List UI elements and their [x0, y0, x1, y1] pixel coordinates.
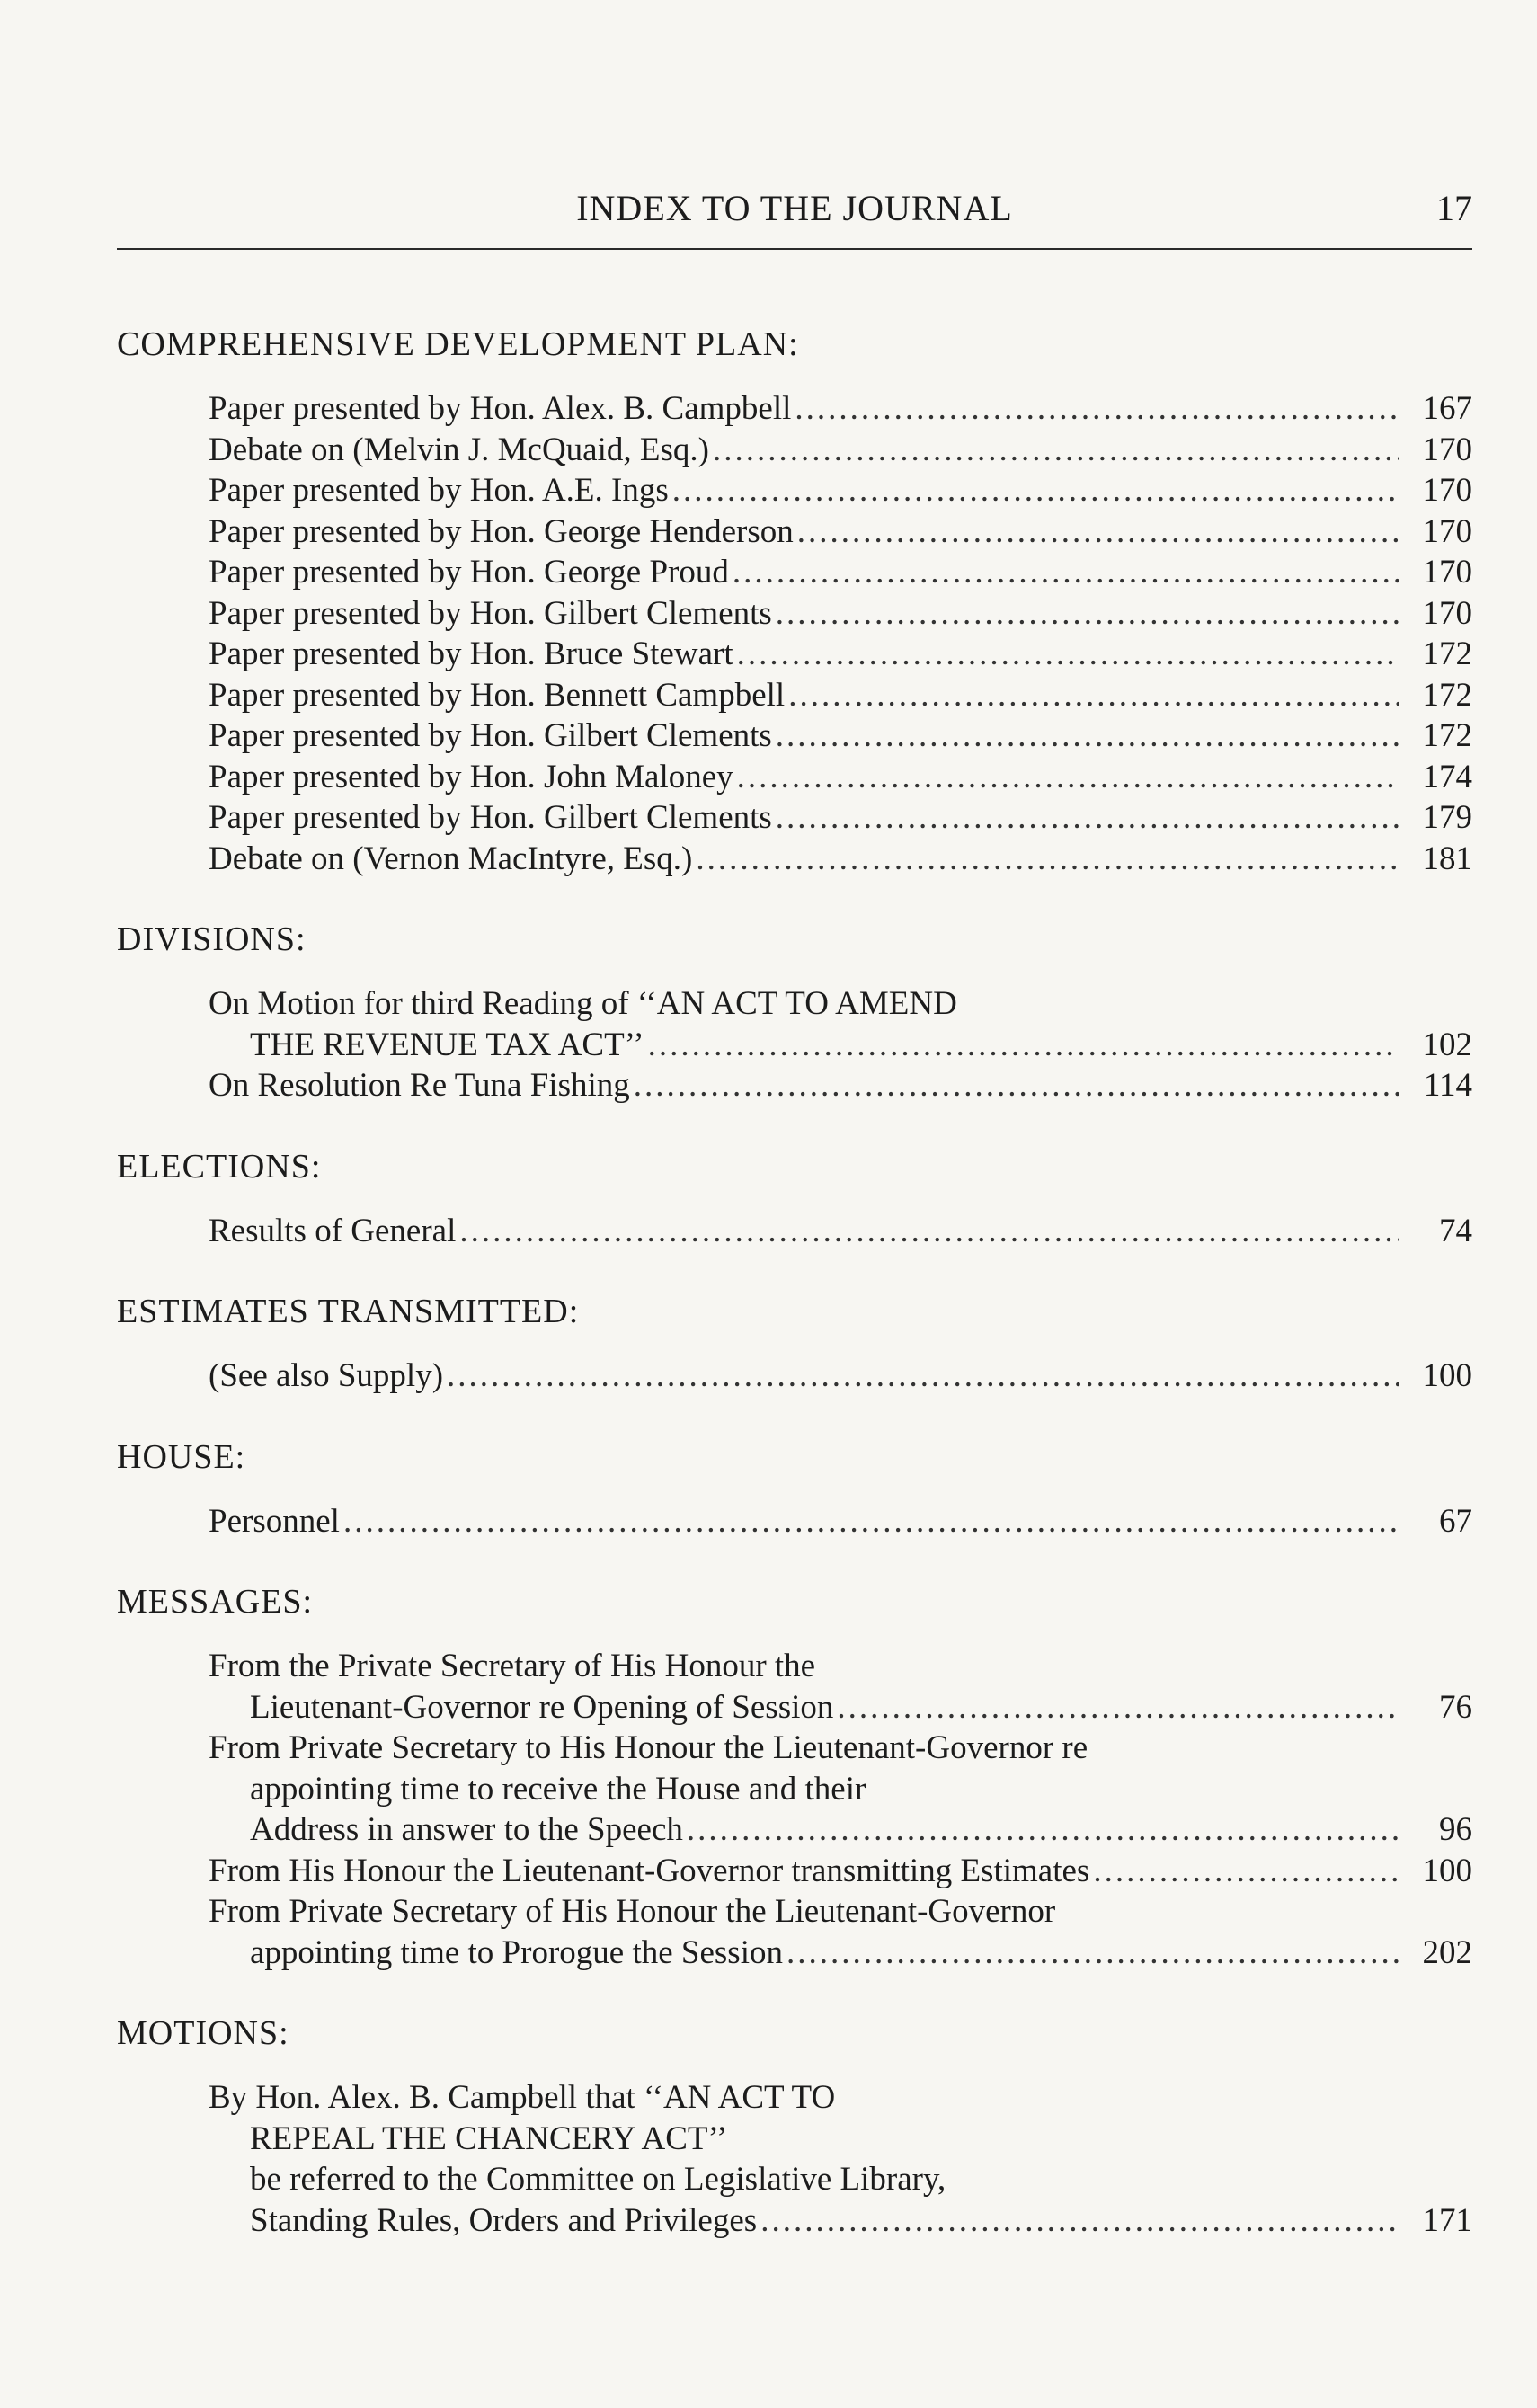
- index-entry: [209, 1851, 1472, 1892]
- index-entry: [209, 470, 1472, 511]
- entry-line: Paper presented by Hon. A.E. Ings: [209, 472, 669, 509]
- entry-text: [209, 1211, 1402, 1252]
- index-entry: [209, 983, 1472, 1065]
- dot-leader: [760, 2200, 1399, 2242]
- page-reference: 100: [1422, 1852, 1472, 1889]
- entry-last-line: [209, 2200, 1402, 2242]
- index-section: [117, 919, 1472, 1106]
- entry-last-line: [209, 1211, 1402, 1252]
- section-heading: COMPREHENSIVE DEVELOPMENT PLAN:: [117, 325, 799, 363]
- entry-last-line: [209, 1065, 1402, 1106]
- page-reference: 170: [1422, 594, 1472, 632]
- page-reference: 74: [1439, 1212, 1472, 1249]
- entry-last-line: [209, 1809, 1402, 1851]
- entry-text: [209, 593, 1402, 635]
- dot-leader: [786, 1933, 1399, 1974]
- page-title: INDEX TO THE JOURNAL: [576, 188, 1013, 228]
- page-reference: 96: [1439, 1811, 1472, 1848]
- page-reference: 172: [1422, 676, 1472, 714]
- page-reference: 170: [1422, 512, 1472, 550]
- index-section: [117, 1146, 1472, 1252]
- index-entry: [209, 715, 1472, 757]
- entry-last-line: [209, 1851, 1402, 1892]
- entry-last-line: [209, 593, 1402, 635]
- index-entry: [209, 675, 1472, 716]
- dot-leader: [795, 388, 1399, 430]
- entry-last-line: [209, 470, 1402, 511]
- entry-text: [209, 757, 1402, 798]
- index-section: [117, 1291, 1472, 1397]
- index-entry: [209, 552, 1472, 593]
- section-heading: MESSAGES:: [117, 1583, 314, 1621]
- index-entry: [209, 1355, 1472, 1397]
- entry-line: Paper presented by Hon. Bennett Campbell: [209, 676, 786, 714]
- entry-text: [209, 511, 1402, 553]
- entry-last-line: [209, 430, 1402, 471]
- entry-text: [209, 1891, 1402, 1973]
- entry-line: By Hon. Alex. B. Campbell that ‘‘AN ACT TO: [209, 2079, 836, 2116]
- entry-line: Personnel: [209, 1502, 340, 1540]
- entry-last-line: [209, 388, 1402, 430]
- dot-leader: [1093, 1851, 1399, 1892]
- header-rule: [117, 248, 1472, 250]
- entry-line: From Private Secretary of His Honour the Lieutenant-Governor: [209, 1893, 1056, 1930]
- entry-line: Debate on (Melvin J. McQuaid, Esq.): [209, 431, 709, 468]
- page-reference: 202: [1422, 1933, 1472, 1971]
- entry-line: Lieutenant-Governor re Opening of Session: [250, 1688, 834, 1726]
- index-entry: [209, 634, 1472, 675]
- entry-line: Paper presented by Hon. Alex. B. Campbell: [209, 390, 792, 427]
- entry-last-line: [209, 715, 1402, 757]
- index-entry: [209, 757, 1472, 798]
- index-entry: [209, 1065, 1472, 1106]
- page-reference: 170: [1422, 472, 1472, 509]
- dot-leader: [696, 839, 1399, 880]
- entry-last-line: [209, 1687, 1402, 1728]
- entry-last-line: [209, 1025, 1402, 1066]
- entry-line: Results of General: [209, 1212, 457, 1249]
- entry-text: [209, 675, 1402, 716]
- index-entry: [209, 839, 1472, 880]
- section-heading: MOTIONS:: [117, 2014, 289, 2052]
- page-reference: 76: [1439, 1688, 1472, 1726]
- entry-line: Paper presented by Hon. John Maloney: [209, 758, 733, 795]
- entry-line: REPEAL THE CHANCERY ACT’’: [250, 2119, 728, 2157]
- index-section: [117, 324, 1472, 879]
- page-reference: 170: [1422, 431, 1472, 468]
- entry-last-line: [209, 675, 1402, 716]
- page-reference: 172: [1422, 635, 1472, 672]
- section-heading: ELECTIONS:: [117, 1147, 322, 1186]
- entry-text: [209, 470, 1402, 511]
- entry-text: [209, 839, 1402, 880]
- page-reference: 167: [1422, 390, 1472, 427]
- index-entry: [209, 797, 1472, 839]
- entry-line: On Motion for third Reading of ‘‘AN ACT TO AMEND: [209, 985, 957, 1022]
- index-content: [117, 324, 1472, 2280]
- entry-text: [209, 1851, 1402, 1892]
- dot-leader: [687, 1809, 1399, 1851]
- dot-leader: [459, 1211, 1399, 1252]
- entry-text: [209, 552, 1402, 593]
- page-reference: 181: [1422, 840, 1472, 877]
- index-entry: [209, 1728, 1472, 1851]
- entry-line: On Resolution Re Tuna Fishing: [209, 1067, 630, 1104]
- entry-line: Paper presented by Hon. George Henderson: [209, 512, 794, 550]
- index-entry: [209, 430, 1472, 471]
- entry-last-line: [209, 552, 1402, 593]
- index-entry: [209, 388, 1472, 430]
- entry-last-line: [209, 757, 1402, 798]
- page-reference: 171: [1422, 2201, 1472, 2239]
- entry-list: [117, 388, 1472, 879]
- entry-text: [209, 388, 1402, 430]
- index-section: [117, 1581, 1472, 1973]
- index-entry: [209, 593, 1472, 635]
- entry-list: [117, 1646, 1472, 1973]
- entry-text: [209, 1728, 1402, 1851]
- index-entry: [209, 1646, 1472, 1728]
- entry-line: (See also Supply): [209, 1357, 444, 1394]
- entry-line: Paper presented by Hon. Gilbert Clements: [209, 717, 772, 754]
- section-heading: HOUSE:: [117, 1437, 246, 1476]
- entry-text: [209, 2077, 1402, 2241]
- entry-list: [117, 1211, 1472, 1252]
- page-reference: 179: [1422, 799, 1472, 836]
- page-reference: 67: [1439, 1502, 1472, 1540]
- entry-line: Paper presented by Hon. George Proud: [209, 554, 729, 591]
- dot-leader: [776, 797, 1399, 839]
- dot-leader: [737, 634, 1399, 675]
- entry-list: [117, 2077, 1472, 2241]
- page-reference: 100: [1422, 1357, 1472, 1394]
- dot-leader: [776, 593, 1399, 635]
- page-number: 17: [1436, 188, 1472, 228]
- index-entry: [209, 1501, 1472, 1542]
- index-entry: [209, 1211, 1472, 1252]
- entry-line: Address in answer to the Speech: [250, 1811, 683, 1848]
- entry-text: [209, 634, 1402, 675]
- entry-line: appointing time to receive the House and their: [250, 1770, 866, 1808]
- entry-last-line: [209, 1501, 1402, 1542]
- index-section: [117, 1436, 1472, 1542]
- entry-text: [209, 983, 1402, 1065]
- page-reference: 102: [1422, 1026, 1472, 1063]
- index-entry: [209, 2077, 1472, 2241]
- dot-leader: [634, 1065, 1399, 1106]
- section-heading: DIVISIONS:: [117, 920, 307, 958]
- dot-leader: [797, 511, 1399, 553]
- dot-leader: [447, 1355, 1399, 1397]
- page-reference: 172: [1422, 717, 1472, 754]
- dot-leader: [837, 1687, 1399, 1728]
- dot-leader: [672, 470, 1399, 511]
- entry-list: [117, 1355, 1472, 1397]
- entry-list: [117, 983, 1472, 1106]
- entry-text: [209, 1355, 1402, 1397]
- page-reference: 114: [1423, 1067, 1472, 1104]
- page-header: [117, 187, 1472, 241]
- entry-last-line: [209, 839, 1402, 880]
- entry-text: [209, 430, 1402, 471]
- index-entry: [209, 1891, 1472, 1973]
- index-section: [117, 2013, 1472, 2241]
- entry-line: Paper presented by Hon. Bruce Stewart: [209, 635, 733, 672]
- entry-line: Paper presented by Hon. Gilbert Clements: [209, 799, 772, 836]
- entry-line: From Private Secretary to His Honour the Lieutenant-Governor re: [209, 1729, 1088, 1766]
- entry-list: [117, 1501, 1472, 1542]
- page-reference: 174: [1422, 758, 1472, 795]
- section-heading: ESTIMATES TRANSMITTED:: [117, 1293, 580, 1330]
- dot-leader: [737, 757, 1399, 798]
- entry-last-line: [209, 511, 1402, 553]
- entry-line: From the Private Secretary of His Honour the: [209, 1648, 816, 1684]
- entry-text: [209, 1065, 1402, 1106]
- entry-last-line: [209, 797, 1402, 839]
- entry-line: Standing Rules, Orders and Privileges: [250, 2201, 758, 2239]
- entry-line: THE REVENUE TAX ACT’’: [250, 1026, 644, 1063]
- dot-leader: [713, 430, 1399, 471]
- page-reference: 170: [1422, 554, 1472, 591]
- entry-last-line: [209, 634, 1402, 675]
- dot-leader: [343, 1501, 1399, 1542]
- dot-leader: [788, 675, 1399, 716]
- entry-line: Paper presented by Hon. Gilbert Clements: [209, 594, 772, 632]
- dot-leader: [648, 1025, 1399, 1066]
- index-entry: [209, 511, 1472, 553]
- entry-text: [209, 715, 1402, 757]
- entry-text: [209, 1501, 1402, 1542]
- entry-line: From His Honour the Lieutenant-Governor transmitting Estimates: [209, 1852, 1090, 1889]
- entry-line: Debate on (Vernon MacIntyre, Esq.): [209, 840, 693, 877]
- entry-line: appointing time to Prorogue the Session: [250, 1933, 783, 1971]
- dot-leader: [733, 552, 1399, 593]
- entry-text: [209, 1646, 1402, 1728]
- entry-last-line: [209, 1355, 1402, 1397]
- entry-line: be referred to the Committee on Legislative Library,: [250, 2161, 946, 2198]
- entry-text: [209, 797, 1402, 839]
- entry-last-line: [209, 1933, 1402, 1974]
- dot-leader: [776, 715, 1399, 757]
